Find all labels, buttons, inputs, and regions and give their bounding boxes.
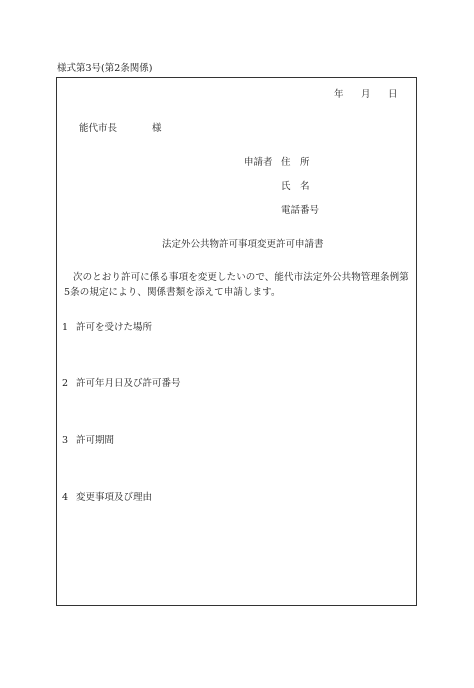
form-frame xyxy=(56,77,417,606)
date-day: 日 xyxy=(388,89,398,100)
date-year: 年 xyxy=(334,89,344,100)
date-month: 月 xyxy=(361,89,371,100)
item-number: 3 xyxy=(62,435,69,446)
addressee-honorific: 様 xyxy=(152,123,162,134)
applicant-name-label: 氏 名 xyxy=(281,181,310,192)
item-number: 4 xyxy=(62,492,69,503)
body-paragraph: 次のとおり許可に係る事項を変更したいので、能代市法定外公共物管理条例第5条の規定により、関係書類を添えて申請します。 xyxy=(64,272,409,298)
item-number: 1 xyxy=(62,322,69,333)
item-label: 変更事項及び理由 xyxy=(76,492,153,503)
item-label: 許可期間 xyxy=(76,435,115,446)
document-title: 法定外公共物許可事項変更許可申請書 xyxy=(162,239,324,250)
applicant-phone-label: 電話番号 xyxy=(281,205,320,216)
form-label: 様式第3号(第2条関係) xyxy=(57,63,153,74)
item-label: 許可年月日及び許可番号 xyxy=(76,378,181,389)
applicant-address-label: 住 所 xyxy=(281,157,310,168)
item-number: 2 xyxy=(62,378,69,389)
item-label: 許可を受けた場所 xyxy=(76,322,153,333)
addressee-name: 能代市長 xyxy=(79,123,118,134)
applicant-label: 申請者 xyxy=(244,157,273,168)
